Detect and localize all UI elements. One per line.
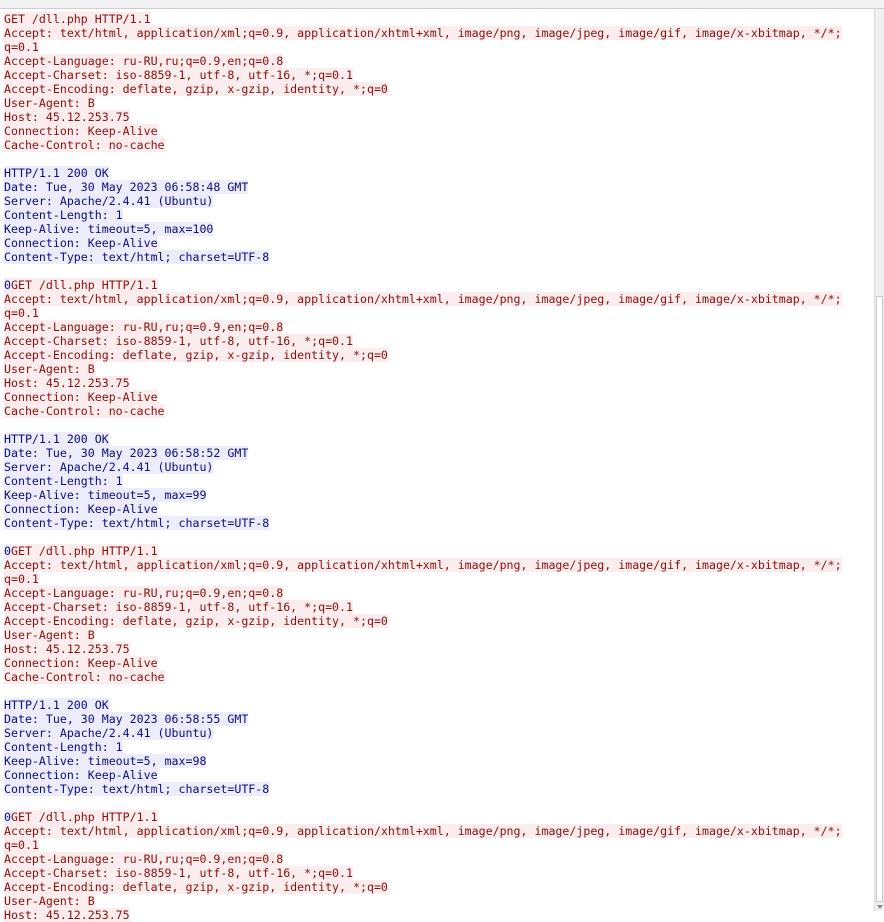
client-request-text: q=0.1 xyxy=(4,572,39,586)
client-request-text: Accept: text/html, application/xml;q=0.9, application/xhtml+xml, image/png, image/jpeg, image/gif, image/x-xbitmap, */*; xyxy=(4,292,842,306)
stream-line xyxy=(0,656,874,670)
client-request-text: User-Agent: B xyxy=(4,96,95,110)
client-request-text: Connection: Keep-Alive xyxy=(4,390,158,404)
client-request-text: q=0.1 xyxy=(4,306,39,320)
stream-line xyxy=(0,684,874,698)
stream-line xyxy=(0,166,874,180)
stream-line xyxy=(0,96,874,110)
stream-line xyxy=(0,334,874,348)
server-response-text: Server: Apache/2.4.41 (Ubuntu) xyxy=(4,726,214,740)
client-request-text: GET /dll.php HTTP/1.1 xyxy=(10,810,158,824)
client-request-text: q=0.1 xyxy=(4,838,39,852)
client-request-text: Cache-Control: no-cache xyxy=(4,404,165,418)
server-response-text: 0 xyxy=(4,544,11,558)
server-response-text: HTTP/1.1 200 OK xyxy=(4,432,109,446)
server-response-text: Content-Type: text/html; charset=UTF-8 xyxy=(4,782,270,796)
stream-line xyxy=(0,670,874,684)
client-request-text: Host: 45.12.253.75 xyxy=(4,110,130,124)
stream-line xyxy=(0,390,874,404)
server-response-text: Connection: Keep-Alive xyxy=(4,236,158,250)
client-request-text: Cache-Control: no-cache xyxy=(4,138,165,152)
stream-line xyxy=(0,642,874,656)
scrollbar-thumb[interactable] xyxy=(876,296,883,902)
stream-line xyxy=(0,502,874,516)
server-response-text: Content-Length: 1 xyxy=(4,740,123,754)
server-response-text: Keep-Alive: timeout=5, max=99 xyxy=(4,488,207,502)
client-request-text: Accept-Encoding: deflate, gzip, x-gzip, identity, *;q=0 xyxy=(4,348,388,362)
server-response-text: Connection: Keep-Alive xyxy=(4,502,158,516)
server-response-text: Date: Tue, 30 May 2023 06:58:55 GMT xyxy=(4,712,249,726)
stream-line xyxy=(0,208,874,222)
server-response-text: 0 xyxy=(4,810,11,824)
server-response-text: HTTP/1.1 200 OK xyxy=(4,698,109,712)
stream-line xyxy=(0,474,874,488)
stream-line xyxy=(0,628,874,642)
stream-line xyxy=(0,838,874,852)
client-request-text: Accept: text/html, application/xml;q=0.9, application/xhtml+xml, image/png, image/jpeg, image/gif, image/x-xbitmap, */*; xyxy=(4,558,842,572)
stream-line xyxy=(0,404,874,418)
client-request-text: GET /dll.php HTTP/1.1 xyxy=(10,278,158,292)
client-request-text: Accept-Language: ru-RU,ru;q=0.9,en;q=0.8 xyxy=(4,586,284,600)
stream-line xyxy=(0,54,874,68)
stream-line xyxy=(0,544,874,558)
client-request-text: Host: 45.12.253.75 xyxy=(4,642,130,656)
stream-line xyxy=(0,194,874,208)
stream-line xyxy=(0,26,874,40)
server-response-text: 0 xyxy=(4,278,11,292)
stream-line xyxy=(0,530,874,544)
stream-line xyxy=(0,880,874,894)
client-request-text: Accept-Language: ru-RU,ru;q=0.9,en;q=0.8 xyxy=(4,320,284,334)
stream-line xyxy=(0,810,874,824)
server-response-text: Date: Tue, 30 May 2023 06:58:48 GMT xyxy=(4,180,249,194)
stream-line xyxy=(0,320,874,334)
client-request-text: q=0.1 xyxy=(4,40,39,54)
stream-line xyxy=(0,698,874,712)
server-response-text: Keep-Alive: timeout=5, max=100 xyxy=(4,222,214,236)
client-request-text: User-Agent: B xyxy=(4,894,95,908)
server-response-text: Connection: Keep-Alive xyxy=(4,768,158,782)
stream-line xyxy=(0,446,874,460)
stream-line xyxy=(0,348,874,362)
stream-line xyxy=(0,124,874,138)
stream-line xyxy=(0,572,874,586)
stream-line xyxy=(0,82,874,96)
stream-line xyxy=(0,782,874,796)
stream-line xyxy=(0,488,874,502)
stream-line xyxy=(0,222,874,236)
client-request-text: GET /dll.php HTTP/1.1 xyxy=(10,544,158,558)
client-request-text: Accept: text/html, application/xml;q=0.9, application/xhtml+xml, image/png, image/jpeg, image/gif, image/x-xbitmap, */*; xyxy=(4,824,842,838)
stream-line xyxy=(0,292,874,306)
window-top-edge xyxy=(0,0,884,9)
client-request-text: GET /dll.php HTTP/1.1 xyxy=(4,12,151,26)
stream-line xyxy=(0,824,874,838)
stream-line xyxy=(0,866,874,880)
stream-line xyxy=(0,68,874,82)
server-response-text: Server: Apache/2.4.41 (Ubuntu) xyxy=(4,460,214,474)
stream-line xyxy=(0,908,874,922)
stream-line xyxy=(0,152,874,166)
stream-line xyxy=(0,138,874,152)
stream-line xyxy=(0,236,874,250)
client-request-text: Accept-Language: ru-RU,ru;q=0.9,en;q=0.8 xyxy=(4,54,284,68)
client-request-text: Accept-Encoding: deflate, gzip, x-gzip, identity, *;q=0 xyxy=(4,614,388,628)
server-response-text: Date: Tue, 30 May 2023 06:58:52 GMT xyxy=(4,446,249,460)
client-request-text: Accept-Language: ru-RU,ru;q=0.9,en;q=0.8 xyxy=(4,852,284,866)
stream-line xyxy=(0,40,874,54)
stream-line xyxy=(0,278,874,292)
client-request-text: User-Agent: B xyxy=(4,362,95,376)
client-request-text: Accept-Charset: iso-8859-1, utf-8, utf-16, *;q=0.1 xyxy=(4,68,354,82)
server-response-text: Keep-Alive: timeout=5, max=98 xyxy=(4,754,207,768)
stream-line xyxy=(0,754,874,768)
stream-line xyxy=(0,614,874,628)
client-request-text: Accept-Charset: iso-8859-1, utf-8, utf-16, *;q=0.1 xyxy=(4,334,354,348)
stream-line xyxy=(0,768,874,782)
stream-line xyxy=(0,586,874,600)
stream-line xyxy=(0,12,874,26)
client-request-text: Accept-Charset: iso-8859-1, utf-8, utf-16, *;q=0.1 xyxy=(4,866,354,880)
stream-line xyxy=(0,460,874,474)
stream-line xyxy=(0,516,874,530)
stream-line xyxy=(0,110,874,124)
client-request-text: Accept-Charset: iso-8859-1, utf-8, utf-16, *;q=0.1 xyxy=(4,600,354,614)
stream-line xyxy=(0,306,874,320)
stream-line xyxy=(0,740,874,754)
stream-line xyxy=(0,362,874,376)
stream-content-pane[interactable] xyxy=(0,12,874,922)
stream-line xyxy=(0,418,874,432)
stream-line xyxy=(0,796,874,810)
client-request-text: User-Agent: B xyxy=(4,628,95,642)
stream-line xyxy=(0,852,874,866)
server-response-text: Content-Type: text/html; charset=UTF-8 xyxy=(4,250,270,264)
client-request-text: Connection: Keep-Alive xyxy=(4,656,158,670)
stream-line xyxy=(0,250,874,264)
client-request-text: Connection: Keep-Alive xyxy=(4,124,158,138)
client-request-text: Cache-Control: no-cache xyxy=(4,670,165,684)
stream-line xyxy=(0,894,874,908)
stream-line xyxy=(0,264,874,278)
vertical-scrollbar[interactable] xyxy=(874,9,884,911)
scroll-down-arrow-icon[interactable] xyxy=(877,905,883,909)
stream-line xyxy=(0,558,874,572)
client-request-text: Accept: text/html, application/xml;q=0.9, application/xhtml+xml, image/png, image/jpeg, image/gif, image/x-xbitmap, */*; xyxy=(4,26,842,40)
client-request-text: Accept-Encoding: deflate, gzip, x-gzip, identity, *;q=0 xyxy=(4,880,388,894)
stream-line xyxy=(0,726,874,740)
stream-line xyxy=(0,432,874,446)
stream-line xyxy=(0,600,874,614)
stream-line xyxy=(0,180,874,194)
client-request-text: Accept-Encoding: deflate, gzip, x-gzip, identity, *;q=0 xyxy=(4,82,388,96)
server-response-text: HTTP/1.1 200 OK xyxy=(4,166,109,180)
server-response-text: Content-Length: 1 xyxy=(4,474,123,488)
server-response-text: Content-Type: text/html; charset=UTF-8 xyxy=(4,516,270,530)
stream-line xyxy=(0,376,874,390)
server-response-text: Server: Apache/2.4.41 (Ubuntu) xyxy=(4,194,214,208)
client-request-text: Host: 45.12.253.75 xyxy=(4,908,130,922)
stream-line xyxy=(0,712,874,726)
client-request-text: Host: 45.12.253.75 xyxy=(4,376,130,390)
server-response-text: Content-Length: 1 xyxy=(4,208,123,222)
